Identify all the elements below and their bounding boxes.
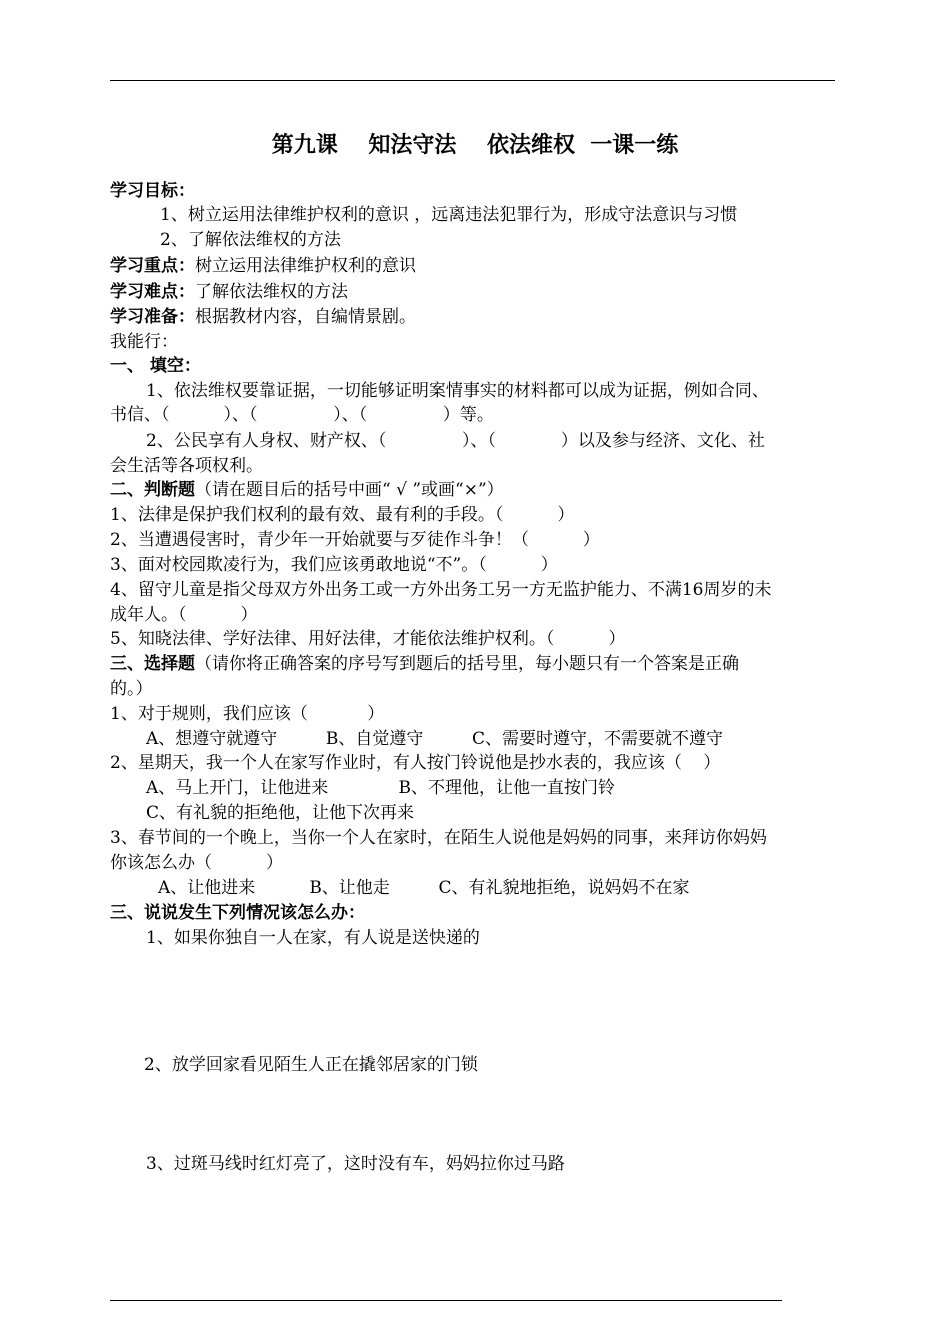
difficulty-label: 学习难点： [110,282,195,302]
section2-heading-row [110,478,845,502]
section4-heading: 三、说说发生下列情况该怎么办： [110,903,365,923]
section1-line: 1、依法维权要靠证据，一切能够证明案情事实的材料都可以成为证据，例如合同、 [146,381,769,401]
difficulty-row [110,280,845,304]
choice-options: A、想遵守就遵守 B、自觉遵守 C、需要时遵守，不需要就不遵守 [146,729,724,749]
difficulty-text: 了解依法维权的方法 [195,282,348,302]
choice-question: 3、春节间的一个晚上，当你一个人在家时，在陌生人说他是妈妈的同事，来拜访你妈妈 [110,828,767,848]
preparation-label: 学习准备： [110,307,195,327]
header-rule [110,80,835,81]
objectives-label: 学习目标： [110,181,195,201]
section3-note: （请你将正确答案的序号写到题后的括号里，每小题只有一个答案是正确 [195,654,739,674]
judgement-item: 3、面对校园欺凌行为，我们应该勇敢地说“不”。（ ） [110,555,558,575]
section3-heading-row [110,652,845,676]
section2-note: （请在题目后的括号中画“ √ ”或画“×”） [195,480,504,500]
footer-rule [110,1300,782,1301]
choice-question: 2、星期天，我一个人在家写作业时，有人按门铃说他是抄水表的，我应该（ ） [110,753,721,773]
section2-heading: 二、判断题 [110,480,195,500]
preparation-row [110,305,845,329]
choice-question: 1、对于规则，我们应该（ ） [110,704,385,724]
judgement-item: 2、当遭遇侵害时，青少年一开始就要与歹徒作斗争！（ ） [110,530,600,550]
section3-heading: 三、选择题 [110,654,195,674]
choice-options: A、让他进来 B、让他走 C、有礼貌地拒绝，说妈妈不在家 [158,878,690,898]
judgement-item: 4、留守儿童是指父母双方外出务工或一方外出务工另一方无监护能力、不满16周岁的未 [110,580,772,600]
choice-options: A、马上开门，让他进来 B、不理他，让他一直按门铃 [146,778,616,798]
scenario-item: 3、过斑马线时红灯亮了，这时没有车，妈妈拉你过马路 [146,1154,565,1174]
preparation-text: 根据教材内容，自编情景剧。 [195,307,416,327]
judgement-item: 成年人。（ ） [110,605,258,625]
can-do-label: 我能行： [110,332,178,352]
focus-label: 学习重点： [110,256,195,276]
focus-text: 树立运用法律维护权利的意识 [195,256,416,276]
section1-heading: 一、 填空： [110,356,201,376]
section1-line: 会生活等各项权利。 [110,456,263,476]
objective-item: 1、树立运用法律维护权利的意识 ，远离违法犯罪行为，形成守法意识与习惯 [160,205,738,225]
section1-line: 书信、（ ）、（ ）、（ ）等。 [110,405,494,425]
scenario-item: 2、放学回家看见陌生人正在撬邻居家的门锁 [144,1055,478,1075]
judgement-item: 1、法律是保护我们权利的最有效、最有利的手段。（ ） [110,505,575,525]
section3-note-cont: 的。） [110,679,153,699]
choice-question: 你该怎么办（ ） [110,853,284,873]
choice-options: C、有礼貌的拒绝他，让他下次再来 [146,803,415,823]
focus-row [110,254,845,278]
section1-line: 2、公民享有人身权、财产权、（ ）、（ ）以及参与经济、文化、社 [146,431,765,451]
page-title: 第九课 知法守法 依法维权 一课一练 [271,133,679,158]
objective-item: 2、了解依法维权的方法 [160,230,341,250]
scenario-item: 1、如果你独自一人在家，有人说是送快递的 [146,928,480,948]
judgement-item: 5、知晓法律、学好法律、用好法律，才能依法维护权利。（ ） [110,629,626,649]
